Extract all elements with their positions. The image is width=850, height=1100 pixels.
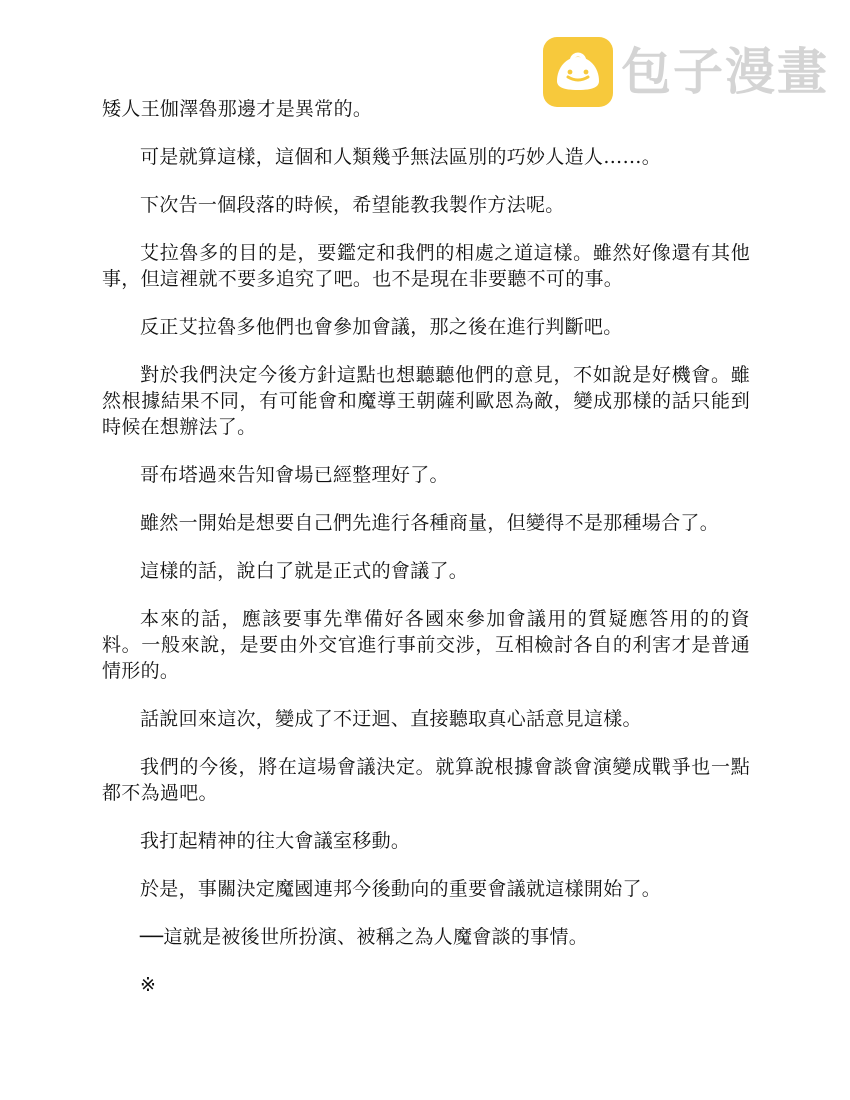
- paragraph: 於是，事關決定魔國連邦今後動向的重要會議就這樣開始了。: [140, 878, 662, 900]
- paragraph: 我們的今後，將在這場會議決定。就算說根據會談會演變成戰爭也一點都不為過吧。: [102, 756, 750, 804]
- paragraph: 反正艾拉魯多他們也會參加會議，那之後在進行判斷吧。: [140, 316, 623, 338]
- paragraph: 這樣的話，說白了就是正式的會議了。: [140, 560, 469, 582]
- section-mark: ※: [140, 974, 157, 996]
- paragraph: 對於我們決定今後方針這點也想聽聽他們的意見，不如說是好機會。雖然根據結果不同，有可能會和魔導王朝薩利歐恩為敵，變成那樣的話只能到時候在想辦法了。: [102, 364, 750, 438]
- paragraph: 可是就算這樣，這個和人類幾乎無法區別的巧妙人造人……。: [140, 146, 662, 168]
- paragraph: 矮人王伽澤魯那邊才是異常的。: [102, 98, 373, 120]
- paragraph: 我打起精神的往大會議室移動。: [140, 830, 411, 852]
- paragraph: 本來的話，應該要事先準備好各國來參加會議用的質疑應答用的的資料。一般來說，是要由外交官進行事前交涉，互相檢討各自的利害才是普通情形的。: [102, 608, 750, 682]
- brand-text: 包子漫畫: [621, 43, 829, 101]
- paragraph: 下次告一個段落的時候，希望能教我製作方法呢。: [140, 194, 565, 216]
- novel-text-body: [102, 96, 750, 1020]
- paragraph: 雖然一開始是想要自己們先進行各種商量，但變得不是那種場合了。: [140, 512, 720, 534]
- paragraph: 哥布塔過來告知會場已經整理好了。: [140, 464, 449, 486]
- paragraph: 艾拉魯多的目的是，要鑑定和我們的相處之道這樣。雖然好像還有其他事，但這裡就不要多追究了吧。也不是現在非要聽不可的事。: [102, 242, 750, 290]
- paragraph: 話說回來這次，變成了不迂迴、直接聽取真心話意見這樣。: [140, 708, 642, 730]
- paragraph: ──這就是被後世所扮演、被稱之為人魔會談的事情。: [140, 926, 589, 948]
